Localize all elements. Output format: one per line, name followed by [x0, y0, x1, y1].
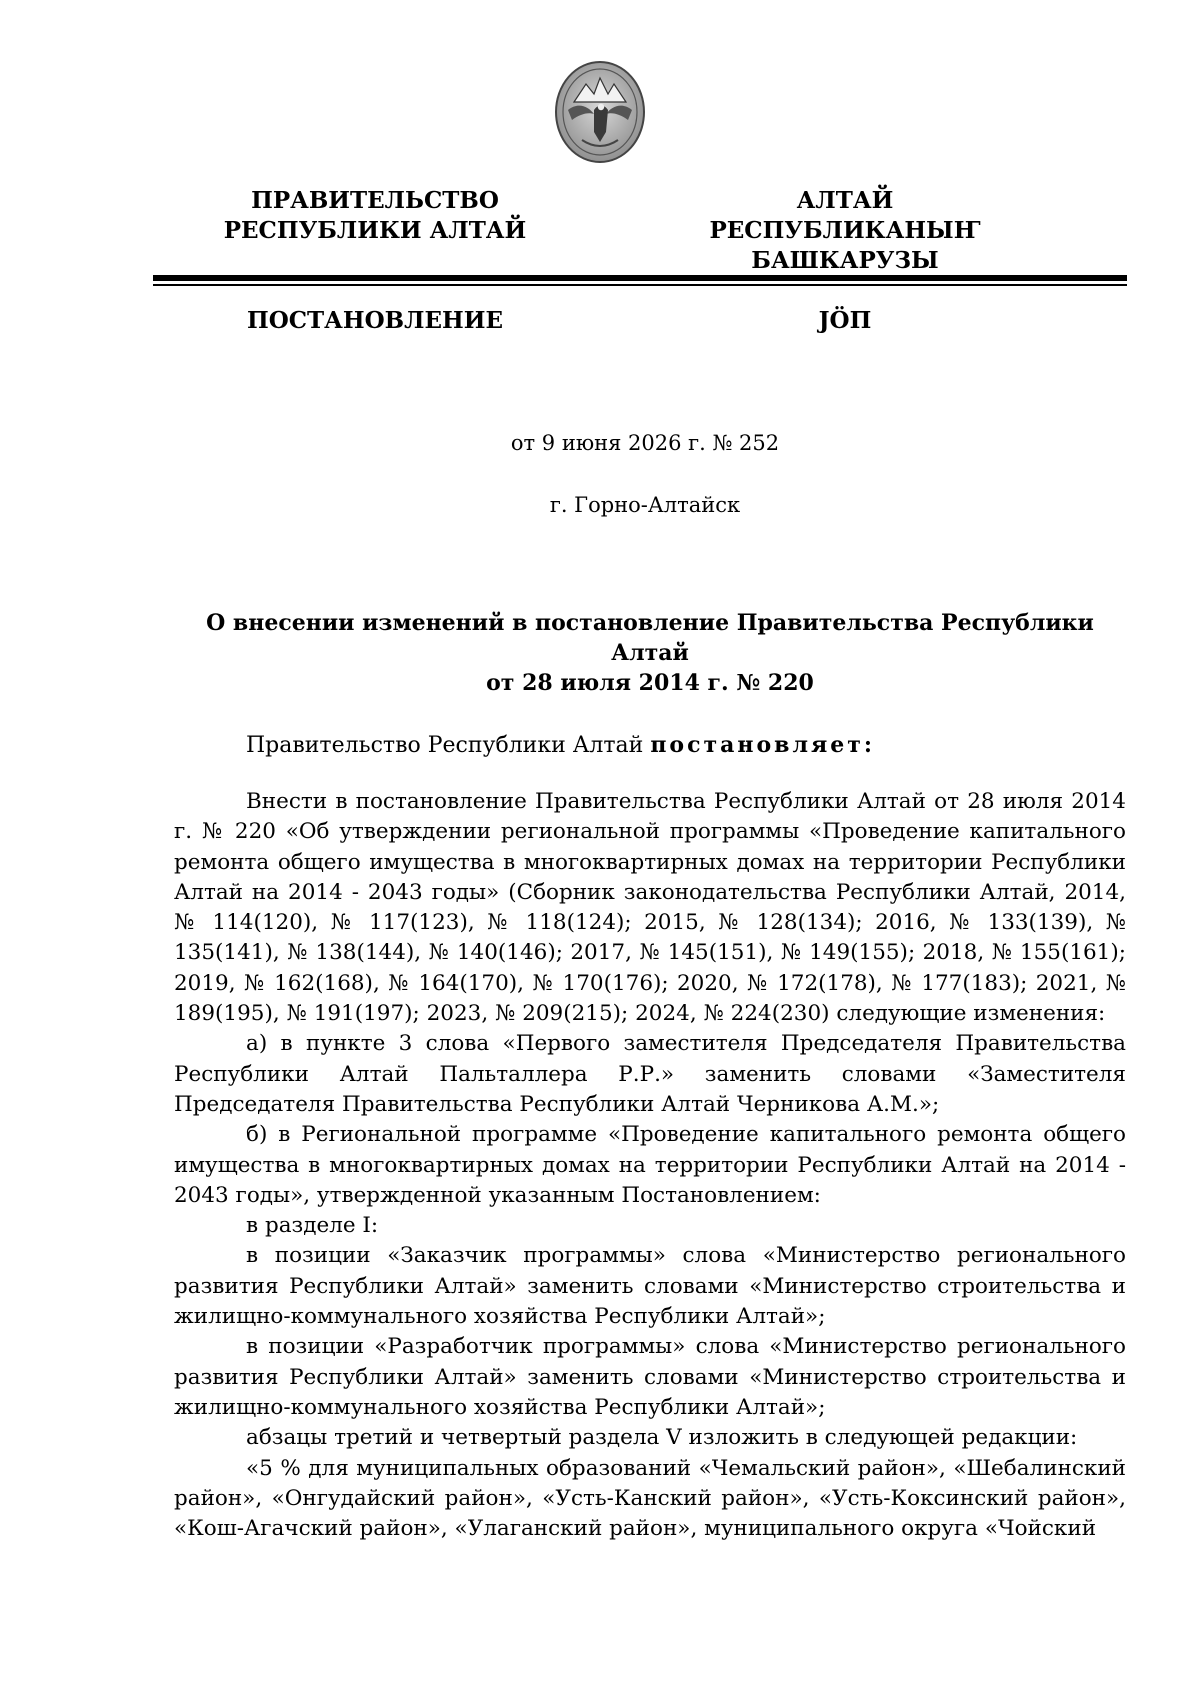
body-paragraph: Внести в постановление Правительства Республики Алтай от 28 июля 2014 г. № 220 «Об утверждении региональной программы «Проведение капитального ремонта общего имущества в многоквартирных домах на территории Республики Алтай на 2014 - 2043 годы» (Сборник законодательства Республики Алтай, 2014, № 114(120), № 117(123), № 118(124); 2015, № 128(134); 2016, № 133(139), № 135(141), № 138(144), № 140(146); 2017, № 145(151), № 149(155); 2018, № 155(161); 2019, № 162(168), № 164(170), № 170(176); 2020, № 172(178), № 177(183); 2021, № 189(195), № 191(197); 2023, № 209(215); 2024, № 224(230) следующие изменения:: [174, 789, 1126, 1027]
header-divider-thick: [153, 275, 1127, 281]
decree-statement: [246, 730, 875, 761]
decree-subject: Правительство Республики Алтай: [246, 733, 644, 758]
left-org-line-2: РЕСПУБЛИКИ АЛТАЙ: [223, 217, 527, 244]
left-org-line-1: ПРАВИТЕЛЬСТВО: [251, 187, 499, 214]
body-paragraph: абзацы третий и четвертый раздела V изложить в следующей редакции:: [246, 1425, 1078, 1451]
body-paragraph: а) в пункте 3 слова «Первого заместителя Председателя Правительства Республики Алтай Пальталлера Р.Р.» заменить словами «Заместителя Председателя Правительства Республики Алтай Черникова А.М.»;: [174, 1031, 1126, 1117]
emblem-icon: [554, 60, 646, 164]
body-paragraph: б) в Региональной программе «Проведение капитального ремонта общего имущества в многоквартирных домах на территории Республики Алтай на 2014 - 2043 годы», утвержденной указанным Постановлением:: [174, 1122, 1126, 1208]
header-divider-thin: [153, 284, 1127, 286]
document-city: г. Горно-Алтайск: [549, 493, 741, 517]
document-body: [174, 787, 1126, 1544]
decree-verb: постановляет:: [650, 732, 875, 758]
document-title-line-1: О внесении изменений в постановление Правительства Республики Алтай: [206, 610, 1094, 666]
right-document-type: JӦП: [818, 307, 872, 334]
right-org-line-2: БАШКАРУЗЫ: [751, 247, 939, 274]
right-organization-name: [665, 186, 1025, 276]
body-paragraph: в разделе I:: [246, 1213, 379, 1239]
document-title-line-2: от 28 июля 2014 г. № 220: [486, 670, 814, 696]
body-paragraph: в позиции «Заказчик программы» слова «Министерство регионального развития Республики Алтай» заменить словами «Министерство строительства и жилищно-коммунального хозяйства Республики Алтай»;: [174, 1243, 1126, 1330]
left-organization-name: [195, 186, 555, 246]
left-document-type: ПОСТАНОВЛЕНИЕ: [247, 307, 503, 334]
right-org-line-1: АЛТАЙ РЕСПУБЛИКАНЫҤ: [709, 187, 981, 244]
body-paragraph: «5 % для муниципальных образований «Чемальский район», «Шебалинский район», «Онгудайский район», «Усть-Канский район», «Усть-Коксинский район», «Кош-Агачский район», «Улаганский район», муниципального округа «Чойский: [174, 1455, 1126, 1542]
document-date-number: от 9 июня 2026 г. № 252: [510, 431, 780, 455]
document-title: [170, 608, 1130, 698]
body-paragraph: в позиции «Разработчик программы» слова «Министерство регионального развития Республики Алтай» заменить словами «Министерство строительства и жилищно-коммунального хозяйства Республики Алтай»;: [174, 1334, 1126, 1420]
